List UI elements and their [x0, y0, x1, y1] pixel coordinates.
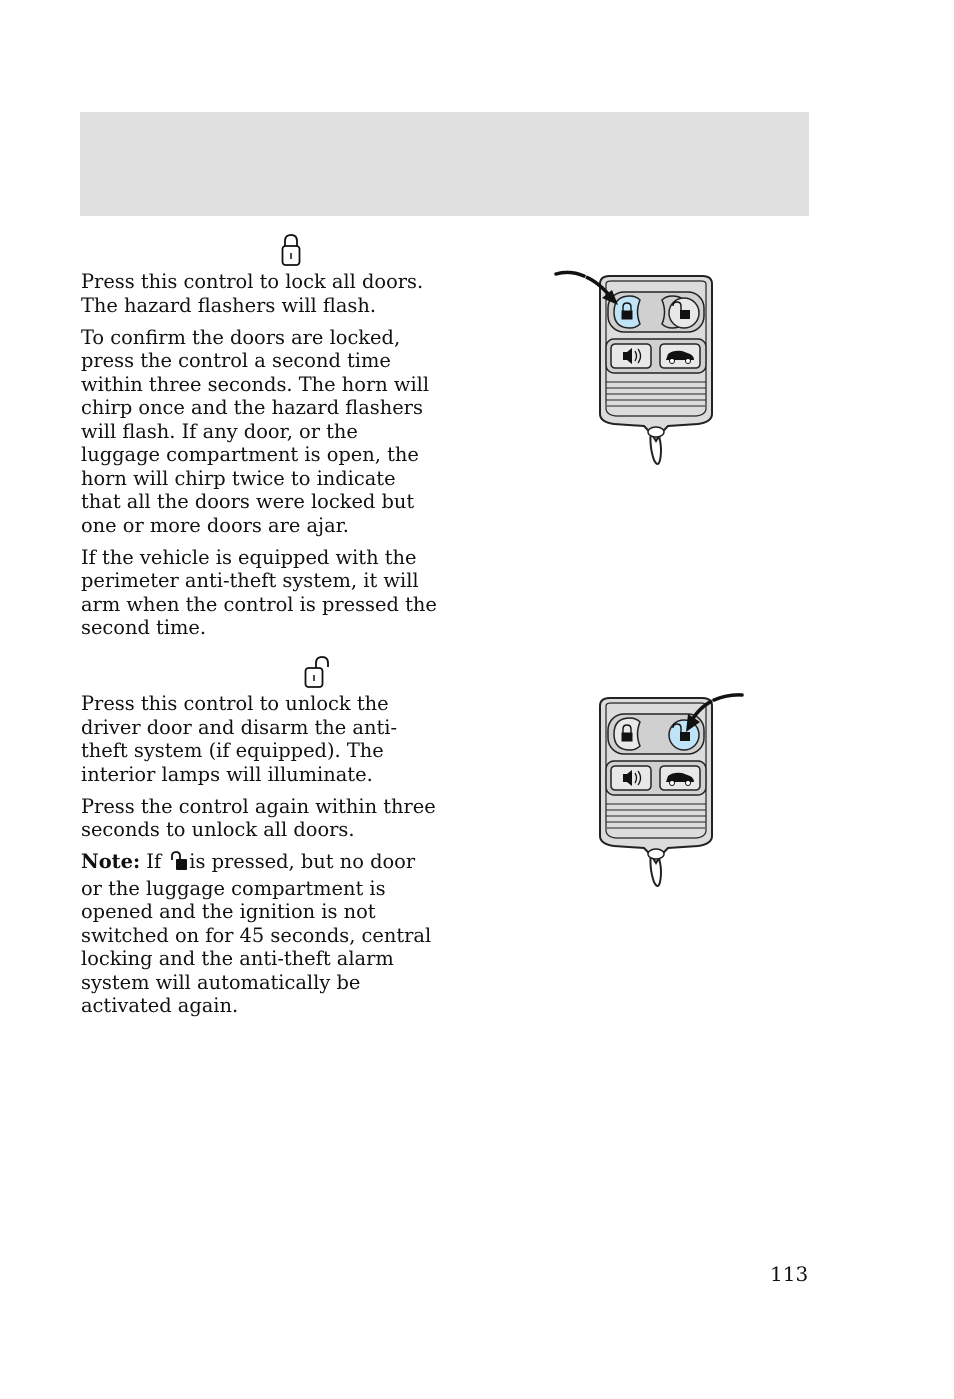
lock-paragraph: Press this control to lock all doors. The hazard flashers will flash.	[81, 270, 424, 317]
lock-paragraph: If the vehicle is equipped with the perimeter anti-theft system, it will arm when the control is pressed the second time.	[81, 545, 437, 639]
fob-lock-button	[614, 296, 640, 328]
unlock-symbol-icon	[168, 851, 188, 877]
unlock-paragraph: Press this control to unlock the driver door and disarm the anti-theft system (if equipped). The interior lamps will illuminate.	[81, 692, 398, 786]
padlock-open-icon	[304, 655, 332, 689]
lock-paragraph: To confirm the doors are locked, press the control a second time within three seconds. The horn will chirp once and the hazard flashers will flash. If any door, or the luggage compartment is open, the horn will chirp twice to indicate that all the doors were locked but one or more doors are ajar.	[81, 325, 430, 537]
lock-instructions	[81, 270, 439, 648]
unlock-instructions	[81, 692, 439, 1026]
page-number: 113	[770, 1262, 809, 1286]
note-paragraph	[81, 850, 439, 1018]
note-text-after: is pressed, but no door or the luggage compartment is opened and the ignition is not switched on for 45 seconds, central locking and the anti-theft alarm system will automatically be activated again.	[81, 850, 432, 1017]
fob-lock-button	[614, 718, 640, 750]
keyfob-unlock-illustration	[552, 690, 752, 895]
note-label: Note:	[81, 850, 141, 873]
unlock-paragraph: Press the control again within three seconds to unlock all doors.	[81, 794, 436, 841]
keyfob-lock-illustration	[552, 268, 752, 473]
padlock-closed-icon	[281, 233, 301, 267]
header-band	[80, 112, 809, 216]
note-text-before: If	[146, 850, 162, 873]
